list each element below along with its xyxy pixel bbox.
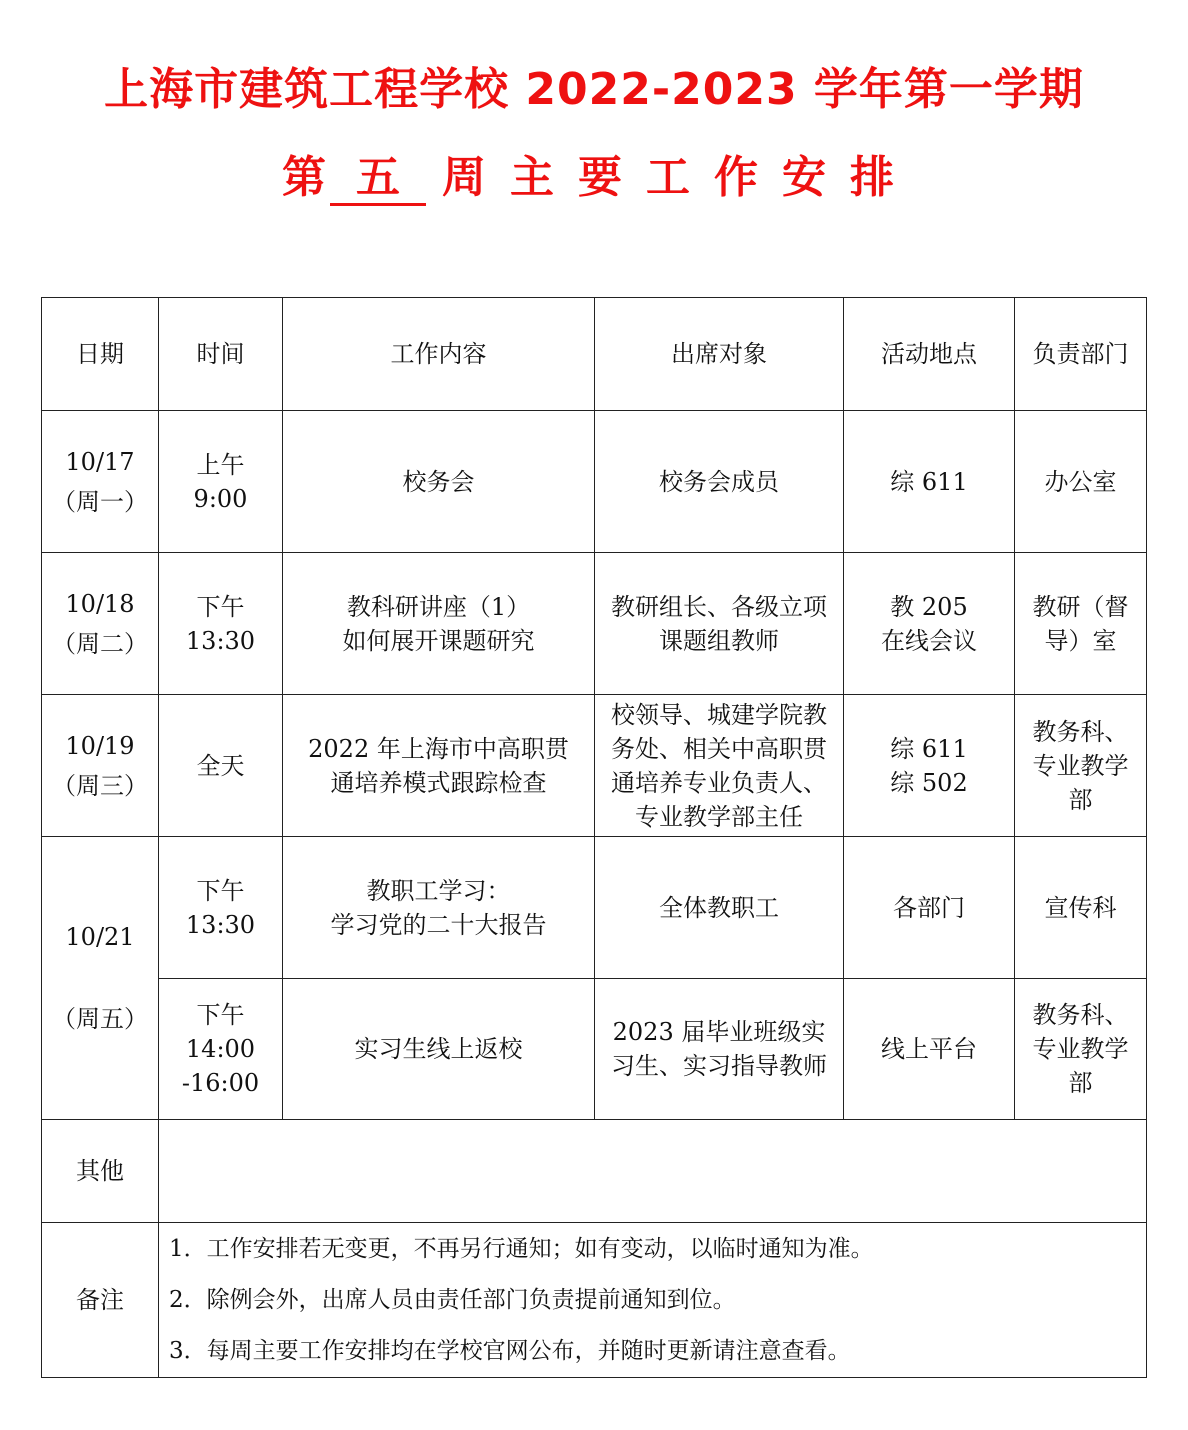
date-text: 10/21 <box>65 923 135 951</box>
date-cell <box>42 553 159 695</box>
attendees-line: 通培养专业负责人、 <box>611 768 827 797</box>
date-cell <box>42 695 159 837</box>
attendees-line: 教研组长、各级立项 <box>611 592 827 621</box>
notes-label: 备注 <box>42 1223 159 1378</box>
time-line: 14:00 <box>185 1035 256 1063</box>
content-line: 教职工学习： <box>366 876 511 905</box>
location-line: 综 611 <box>890 734 968 763</box>
time-line: 13:30 <box>185 910 256 939</box>
subtitle-word: 周 <box>442 152 486 203</box>
time-cell <box>159 411 283 553</box>
note-item: 1．工作安排若无变更，不再另行通知；如有变动，以临时通知为准。 <box>169 1235 874 1262</box>
table-row <box>42 411 1147 553</box>
time-cell <box>159 837 283 979</box>
attendees-line: 习生、实习指导教师 <box>611 1052 827 1080</box>
note-item: 2．除例会外，出席人员由责任部门负责提前通知到位。 <box>169 1286 736 1313</box>
weekday-text: （周二） <box>52 629 148 658</box>
weekday-text: （周三） <box>52 771 148 800</box>
location-line: 教 205 <box>890 592 968 621</box>
location-line: 综 611 <box>890 467 968 496</box>
content-cell <box>283 837 595 979</box>
other-content <box>159 1120 1147 1223</box>
schedule-table <box>41 297 1147 1378</box>
time-line: 下午 <box>196 876 245 905</box>
subtitle-word: 安 <box>782 152 826 203</box>
dept-cell <box>1015 979 1147 1120</box>
time-line: 全天 <box>196 751 245 780</box>
time-line: 上午 <box>196 450 245 479</box>
table-row <box>42 695 1147 837</box>
content-cell <box>283 411 595 553</box>
content-line: 学习党的二十大报告 <box>330 910 547 939</box>
dept-cell <box>1015 837 1147 979</box>
dept-line: 部 <box>1068 1069 1093 1097</box>
content-line: 校务会 <box>402 467 475 496</box>
weekday-text: （周五） <box>52 1005 148 1033</box>
location-line: 在线会议 <box>881 626 977 655</box>
notes-row <box>42 1223 1147 1378</box>
location-cell <box>844 695 1015 837</box>
location-cell <box>844 411 1015 553</box>
time-cell <box>159 553 283 695</box>
time-cell <box>159 695 283 837</box>
location-line: 综 502 <box>890 768 968 797</box>
other-label: 其他 <box>42 1120 159 1223</box>
attendees-line: 校领导、城建学院教 <box>611 700 827 729</box>
page-subtitle <box>0 148 1188 208</box>
dept-cell <box>1015 695 1147 837</box>
note-item: 3．每周主要工作安排均在学校官网公布，并随时更新请注意查看。 <box>169 1337 851 1364</box>
location-cell <box>844 979 1015 1120</box>
date-text: 10/17 <box>65 447 135 476</box>
subtitle-word: 作 <box>714 152 758 203</box>
location-line: 线上平台 <box>881 1035 977 1063</box>
dept-line: 办公室 <box>1044 467 1117 496</box>
content-line: 通培养模式跟踪检查 <box>330 768 547 797</box>
date-cell <box>42 411 159 553</box>
attendees-cell <box>595 979 844 1120</box>
header-dept: 负责部门 <box>1015 298 1147 411</box>
date-text: 10/18 <box>65 589 135 618</box>
content-cell <box>283 553 595 695</box>
header-row <box>42 298 1147 411</box>
header-attendees: 出席对象 <box>595 298 844 411</box>
time-line: 下午 <box>196 592 245 621</box>
header-location: 活动地点 <box>844 298 1015 411</box>
subtitle-word: 工 <box>646 152 690 203</box>
content-line: 2022 年上海市中高职贯 <box>308 734 569 763</box>
subtitle-word: 排 <box>850 152 894 203</box>
attendees-line: 务处、相关中高职贯 <box>611 734 827 763</box>
dept-cell <box>1015 553 1147 695</box>
location-cell <box>844 837 1015 979</box>
content-cell <box>283 695 595 837</box>
dept-cell <box>1015 411 1147 553</box>
table-row <box>42 553 1147 695</box>
time-cell <box>159 979 283 1120</box>
content-line: 实习生线上返校 <box>354 1035 523 1063</box>
time-line: 9:00 <box>193 484 248 513</box>
dept-line: 专业教学 <box>1032 1035 1129 1063</box>
attendees-line: 校务会成员 <box>659 467 779 496</box>
content-line: 教科研讲座（1） <box>346 592 531 621</box>
date-text: 10/19 <box>65 731 135 760</box>
dept-line: 部 <box>1068 785 1093 814</box>
subtitle-word: 主 <box>510 152 554 203</box>
week-number: 五 <box>330 153 426 206</box>
attendees-cell <box>595 411 844 553</box>
weekday-text: （周一） <box>52 487 148 516</box>
dept-line: 教务科、 <box>1032 717 1129 746</box>
attendees-cell <box>595 553 844 695</box>
other-row <box>42 1120 1147 1223</box>
dept-line: 教务科、 <box>1032 1001 1129 1029</box>
location-cell <box>844 553 1015 695</box>
notes-content <box>159 1223 1147 1378</box>
attendees-cell <box>595 695 844 837</box>
table-row <box>42 837 1147 979</box>
header-content: 工作内容 <box>283 298 595 411</box>
header-time: 时间 <box>159 298 283 411</box>
time-line: 13:30 <box>185 626 256 655</box>
location-line: 各部门 <box>893 893 965 922</box>
attendees-cell <box>595 837 844 979</box>
subtitle-prefix: 第 <box>282 152 326 203</box>
date-cell <box>42 837 159 1120</box>
dept-line: 导）室 <box>1044 626 1117 655</box>
time-line: -16:00 <box>181 1069 260 1097</box>
page-title: 上海市建筑工程学校 2022-2023 学年第一学期 <box>104 64 1084 115</box>
header-date: 日期 <box>42 298 159 411</box>
dept-line: 教研（督 <box>1032 592 1129 621</box>
dept-line: 宣传科 <box>1044 893 1117 922</box>
table-row <box>42 979 1147 1120</box>
dept-line: 专业教学 <box>1032 751 1129 780</box>
attendees-line: 2023 届毕业班级实 <box>612 1018 826 1046</box>
content-line: 如何展开课题研究 <box>342 626 535 655</box>
attendees-line: 课题组教师 <box>659 626 779 655</box>
subtitle-word: 要 <box>578 152 622 203</box>
content-cell <box>283 979 595 1120</box>
time-line: 下午 <box>196 1001 245 1029</box>
attendees-line: 专业教学部主任 <box>635 802 803 831</box>
attendees-line: 全体教职工 <box>659 893 779 922</box>
